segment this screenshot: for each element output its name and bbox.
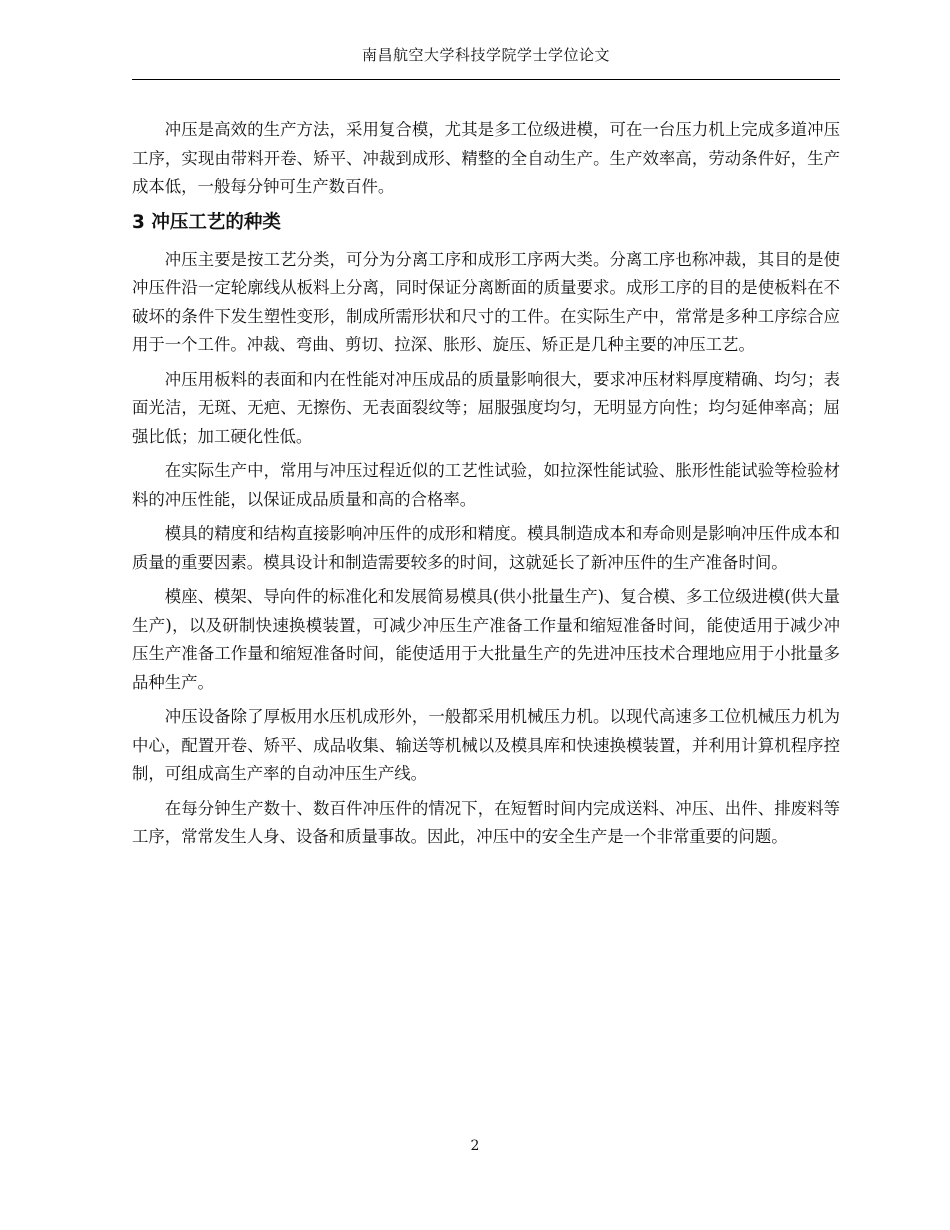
body-paragraph-7: 在每分钟生产数十、数百件冲压件的情况下，在短暂时间内完成送料、冲压、出件、排废料等工序，常常发生人身、设备和质量事故。因此，冲压中的安全生产是一个非常重要的问题。 — [132, 798, 840, 846]
body-paragraph-3: 在实际生产中，常用与冲压过程近似的工艺性试验，如拉深性能试验、胀形性能试验等检验材料的冲压性能，以保证成品质量和高的合格率。 — [132, 461, 840, 509]
page-content — [132, 116, 840, 858]
section-heading: 3 冲压工艺的种类 — [132, 211, 281, 233]
body-paragraph-6: 冲压设备除了厚板用水压机成形外，一般都采用机械压力机。以现代高速多工位机械压力机为中心，配置开卷、矫平、成品收集、输送等机械以及模具库和快速换模装置，并利用计算机程序控制，可组成高生产率的自动冲压生产线。 — [132, 707, 840, 783]
body-paragraph-2: 冲压用板料的表面和内在性能对冲压成品的质量影响很大，要求冲压材料厚度精确、均匀；表面光洁，无斑、无疤、无擦伤、无表面裂纹等；屈服强度均匀，无明显方向性；均匀延伸率高；屈强比低；加工硬化性低。 — [132, 369, 840, 446]
intro-paragraph: 冲压是高效的生产方法，采用复合模，尤其是多工位级进模，可在一台压力机上完成多道冲压工序，实现由带料开卷、矫平、冲裁到成形、精整的全自动生产。生产效率高，劳动条件好，生产成本低，一般每分钟可生产数百件。 — [132, 120, 840, 196]
body-paragraph-5: 模座、模架、导向件的标准化和发展简易模具(供小批量生产)、复合模、多工位级进模(供大量生产)，以及研制快速换模装置，可减少冲压生产准备工作量和缩短准备时间，能使适用于减少冲压生产准备工作量和缩短准备时间，能使适用于大批量生产的先进冲压技术合理地应用于小批量多品种生产。 — [132, 587, 840, 692]
body-paragraph-1: 冲压主要是按工艺分类，可分为分离工序和成形工序两大类。分离工序也称冲裁，其目的是使冲压件沿一定轮廓线从板料上分离，同时保证分离断面的质量要求。成形工序的目的是使板料在不破坏的条件下发生塑性变形，制成所需形状和尺寸的工件。在实际生产中，常常是多种工序综合应用于一个工件。冲裁、弯曲、剪切、拉深、胀形、旋压、矫正是几种主要的冲压工艺。 — [132, 249, 840, 354]
body-paragraph-4: 模具的精度和结构直接影响冲压件的成形和精度。模具制造成本和寿命则是影响冲压件成本和质量的重要因素。模具设计和制造需要较多的时间，这就延长了新冲压件的生产准备时间。 — [132, 524, 840, 572]
running-header: 南昌航空大学科技学院学士学位论文 — [361, 46, 610, 64]
header-rule — [132, 79, 840, 80]
page-number: 2 — [470, 1138, 480, 1154]
